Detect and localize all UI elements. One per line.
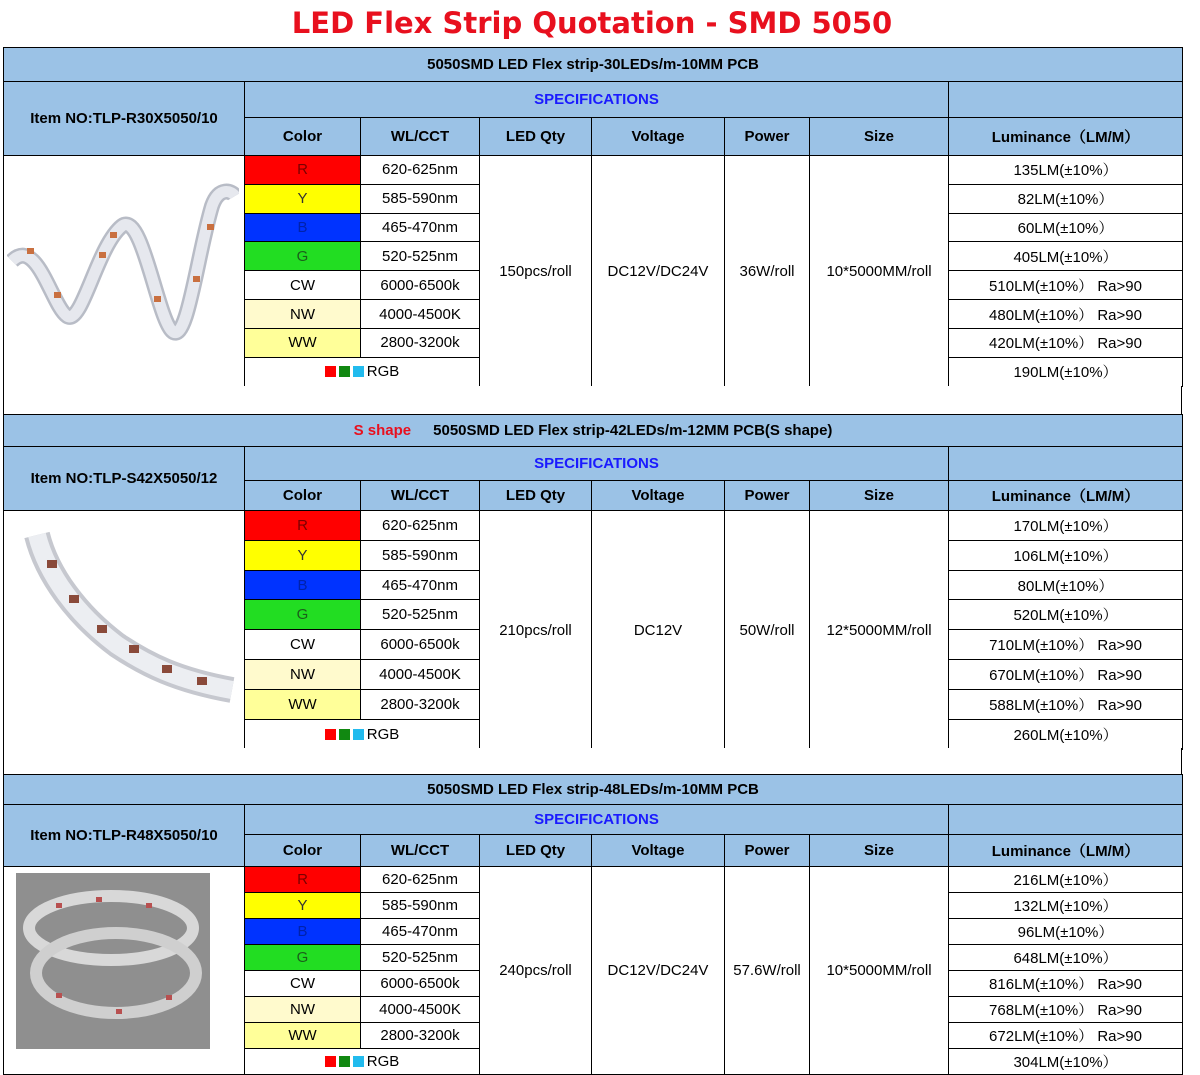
color-swatch: WW bbox=[245, 328, 361, 357]
spec-table bbox=[3, 774, 1183, 1075]
empty-header-cell bbox=[949, 447, 1183, 481]
voltage-header: Voltage bbox=[592, 118, 725, 156]
voltage-cell: DC12V/DC24V bbox=[592, 867, 725, 1075]
color-swatch: R bbox=[245, 867, 361, 893]
rgb-luminance-cell: 260LM(±10%） bbox=[949, 719, 1183, 749]
strip-name: 5050SMD LED Flex strip-30LEDs/m-10MM PCB bbox=[427, 56, 759, 73]
luminance-header: Luminance（LM/M） bbox=[949, 481, 1183, 511]
color-swatch: G bbox=[245, 944, 361, 970]
led-qty-cell: 150pcs/roll bbox=[480, 156, 592, 387]
color-swatch: G bbox=[245, 600, 361, 630]
green-square-icon bbox=[339, 366, 350, 377]
wavelength-cell: 465-470nm bbox=[361, 570, 480, 600]
voltage-header: Voltage bbox=[592, 835, 725, 867]
wavelength-cell: 4000-4500K bbox=[361, 996, 480, 1022]
color-swatch: Y bbox=[245, 892, 361, 918]
wavelength-cell: 4000-4500K bbox=[361, 300, 480, 329]
item-number: Item NO:TLP-S42X5050/12 bbox=[4, 447, 245, 511]
section-spacer bbox=[3, 386, 1182, 414]
luminance-cell: 648LM(±10%） bbox=[949, 944, 1183, 970]
wavelength-cell: 620-625nm bbox=[361, 511, 480, 541]
item-number: Item NO:TLP-R30X5050/10 bbox=[4, 82, 245, 156]
color-header: Color bbox=[245, 481, 361, 511]
led-qty-cell: 210pcs/roll bbox=[480, 511, 592, 750]
rgb-label: RGB bbox=[366, 725, 400, 743]
power-header: Power bbox=[725, 835, 810, 867]
red-square-icon bbox=[325, 1056, 336, 1067]
wavelength-cell: 2800-3200k bbox=[361, 328, 480, 357]
size-cell: 10*5000MM/roll bbox=[810, 867, 949, 1075]
color-swatch: NW bbox=[245, 300, 361, 329]
rgb-cell bbox=[245, 719, 480, 749]
luminance-cell: 588LM(±10%） Ra>90 bbox=[949, 689, 1183, 719]
shape-tag: S shape bbox=[353, 422, 412, 439]
voltage-header: Voltage bbox=[592, 481, 725, 511]
color-swatch: WW bbox=[245, 1022, 361, 1048]
color-swatch: B bbox=[245, 570, 361, 600]
wl-cct-header: WL/CCT bbox=[361, 481, 480, 511]
section-spacer bbox=[3, 748, 1182, 774]
color-swatch: CW bbox=[245, 271, 361, 300]
size-header: Size bbox=[810, 481, 949, 511]
wavelength-cell: 465-470nm bbox=[361, 213, 480, 242]
strip-name: 5050SMD LED Flex strip-42LEDs/m-12MM PCB(S shape) bbox=[433, 422, 833, 439]
luminance-cell: 670LM(±10%） Ra>90 bbox=[949, 660, 1183, 690]
rgb-luminance-cell: 304LM(±10%） bbox=[949, 1048, 1183, 1074]
wavelength-cell: 620-625nm bbox=[361, 156, 480, 185]
wl-cct-header: WL/CCT bbox=[361, 835, 480, 867]
luminance-cell: 672LM(±10%） Ra>90 bbox=[949, 1022, 1183, 1048]
color-swatch: R bbox=[245, 156, 361, 185]
color-header: Color bbox=[245, 118, 361, 156]
empty-header-cell bbox=[949, 805, 1183, 835]
product-section-2 bbox=[3, 414, 1182, 750]
luminance-cell: 768LM(±10%） Ra>90 bbox=[949, 996, 1183, 1022]
color-swatch: B bbox=[245, 213, 361, 242]
color-swatch: G bbox=[245, 242, 361, 271]
led-qty-header: LED Qty bbox=[480, 118, 592, 156]
led-qty-header: LED Qty bbox=[480, 835, 592, 867]
wl-cct-header: WL/CCT bbox=[361, 118, 480, 156]
led-strip-image bbox=[7, 166, 239, 366]
luminance-cell: 510LM(±10%） Ra>90 bbox=[949, 271, 1183, 300]
empty-header-cell bbox=[949, 82, 1183, 118]
spec-table bbox=[3, 47, 1183, 387]
luminance-cell: 135LM(±10%） bbox=[949, 156, 1183, 185]
voltage-cell: DC12V bbox=[592, 511, 725, 750]
luminance-cell: 710LM(±10%） Ra>90 bbox=[949, 630, 1183, 660]
luminance-cell: 520LM(±10%） bbox=[949, 600, 1183, 630]
green-square-icon bbox=[339, 729, 350, 740]
wavelength-cell: 6000-6500k bbox=[361, 271, 480, 300]
wavelength-cell: 620-625nm bbox=[361, 867, 480, 893]
product-image-cell bbox=[4, 867, 245, 1075]
luminance-cell: 96LM(±10%） bbox=[949, 918, 1183, 944]
luminance-header: Luminance（LM/M） bbox=[949, 835, 1183, 867]
color-swatch: WW bbox=[245, 689, 361, 719]
wavelength-cell: 465-470nm bbox=[361, 918, 480, 944]
wavelength-cell: 585-590nm bbox=[361, 540, 480, 570]
product-section-1 bbox=[3, 47, 1182, 387]
blue-square-icon bbox=[353, 366, 364, 377]
wavelength-cell: 520-525nm bbox=[361, 242, 480, 271]
specifications-heading: SPECIFICATIONS bbox=[245, 447, 949, 481]
luminance-header: Luminance（LM/M） bbox=[949, 118, 1183, 156]
size-header: Size bbox=[810, 835, 949, 867]
luminance-cell: 106LM(±10%） bbox=[949, 540, 1183, 570]
strip-title bbox=[4, 415, 1183, 447]
specifications-heading: SPECIFICATIONS bbox=[245, 805, 949, 835]
color-swatch: CW bbox=[245, 970, 361, 996]
color-swatch: R bbox=[245, 511, 361, 541]
led-qty-cell: 240pcs/roll bbox=[480, 867, 592, 1075]
rgb-luminance-cell: 190LM(±10%） bbox=[949, 357, 1183, 386]
power-cell: 36W/roll bbox=[725, 156, 810, 387]
page-title: LED Flex Strip Quotation - SMD 5050 bbox=[291, 6, 893, 40]
color-swatch: NW bbox=[245, 996, 361, 1022]
blue-square-icon bbox=[353, 1056, 364, 1067]
power-header: Power bbox=[725, 118, 810, 156]
luminance-cell: 60LM(±10%） bbox=[949, 213, 1183, 242]
rgb-label: RGB bbox=[366, 1052, 400, 1070]
product-image-cell bbox=[4, 511, 245, 750]
item-number: Item NO:TLP-R48X5050/10 bbox=[4, 805, 245, 867]
size-cell: 12*5000MM/roll bbox=[810, 511, 949, 750]
wavelength-cell: 585-590nm bbox=[361, 892, 480, 918]
led-strip-image bbox=[16, 873, 210, 1049]
power-header: Power bbox=[725, 481, 810, 511]
red-square-icon bbox=[325, 366, 336, 377]
luminance-cell: 132LM(±10%） bbox=[949, 892, 1183, 918]
luminance-cell: 420LM(±10%） Ra>90 bbox=[949, 328, 1183, 357]
strip-title bbox=[4, 48, 1183, 82]
led-strip-image bbox=[7, 515, 239, 745]
wavelength-cell: 2800-3200k bbox=[361, 689, 480, 719]
luminance-cell: 82LM(±10%） bbox=[949, 184, 1183, 213]
power-cell: 57.6W/roll bbox=[725, 867, 810, 1075]
luminance-cell: 216LM(±10%） bbox=[949, 867, 1183, 893]
luminance-cell: 170LM(±10%） bbox=[949, 511, 1183, 541]
luminance-cell: 816LM(±10%） Ra>90 bbox=[949, 970, 1183, 996]
rgb-cell bbox=[245, 357, 480, 386]
color-swatch: Y bbox=[245, 540, 361, 570]
led-qty-header: LED Qty bbox=[480, 481, 592, 511]
red-square-icon bbox=[325, 729, 336, 740]
color-header: Color bbox=[245, 835, 361, 867]
blue-square-icon bbox=[353, 729, 364, 740]
strip-title bbox=[4, 775, 1183, 805]
wavelength-cell: 4000-4500K bbox=[361, 660, 480, 690]
specifications-heading: SPECIFICATIONS bbox=[245, 82, 949, 118]
power-cell: 50W/roll bbox=[725, 511, 810, 750]
luminance-cell: 480LM(±10%） Ra>90 bbox=[949, 300, 1183, 329]
luminance-cell: 405LM(±10%） bbox=[949, 242, 1183, 271]
green-square-icon bbox=[339, 1056, 350, 1067]
product-section-3 bbox=[3, 774, 1182, 1075]
wavelength-cell: 520-525nm bbox=[361, 600, 480, 630]
wavelength-cell: 2800-3200k bbox=[361, 1022, 480, 1048]
wavelength-cell: 6000-6500k bbox=[361, 970, 480, 996]
strip-name: 5050SMD LED Flex strip-48LEDs/m-10MM PCB bbox=[427, 781, 759, 798]
color-swatch: Y bbox=[245, 184, 361, 213]
color-swatch: B bbox=[245, 918, 361, 944]
voltage-cell: DC12V/DC24V bbox=[592, 156, 725, 387]
wavelength-cell: 585-590nm bbox=[361, 184, 480, 213]
color-swatch: NW bbox=[245, 660, 361, 690]
size-cell: 10*5000MM/roll bbox=[810, 156, 949, 387]
size-header: Size bbox=[810, 118, 949, 156]
rgb-label: RGB bbox=[366, 363, 400, 381]
product-image-cell bbox=[4, 156, 245, 387]
color-swatch: CW bbox=[245, 630, 361, 660]
wavelength-cell: 520-525nm bbox=[361, 944, 480, 970]
wavelength-cell: 6000-6500k bbox=[361, 630, 480, 660]
luminance-cell: 80LM(±10%） bbox=[949, 570, 1183, 600]
rgb-cell bbox=[245, 1048, 480, 1074]
spec-table bbox=[3, 414, 1183, 750]
